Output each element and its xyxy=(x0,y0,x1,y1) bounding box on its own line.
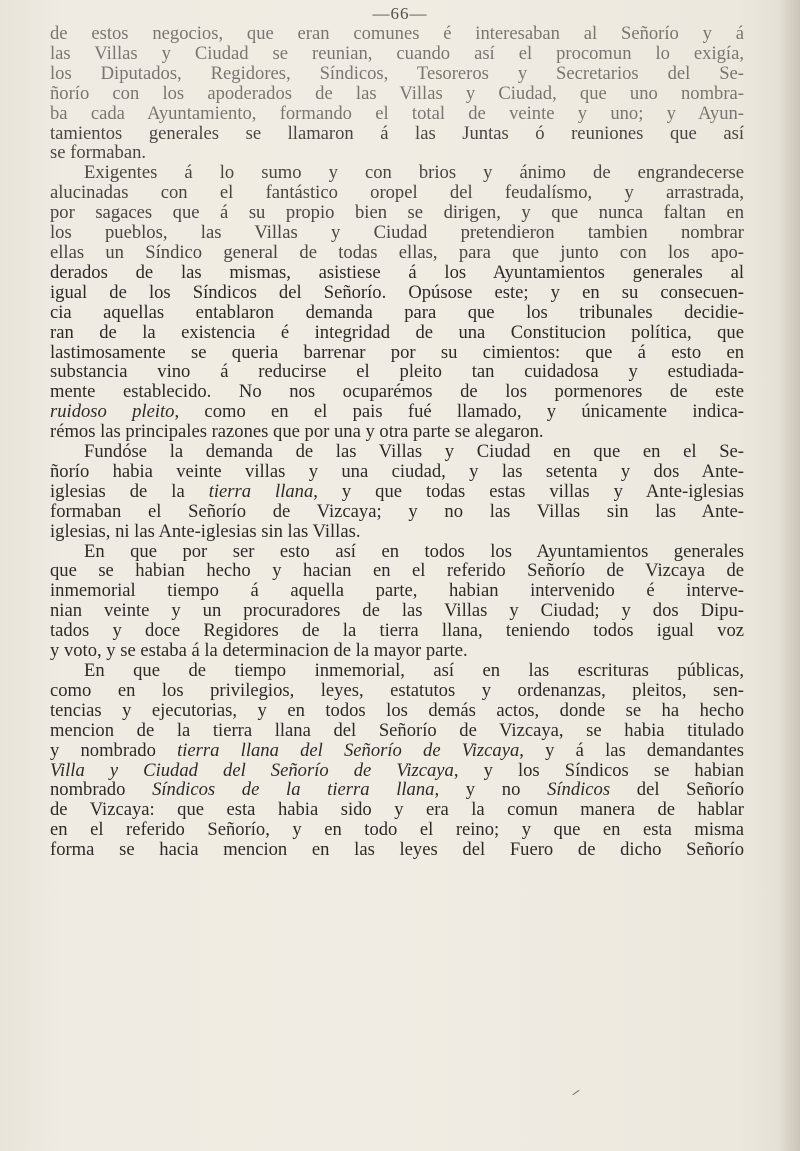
text-segment: ran de la existencia é integridad de una Constitucion política, que xyxy=(50,321,744,343)
text-segment: los pueblos, las Villas y Ciudad pretendieron tambien nombrar xyxy=(50,222,744,244)
text-line xyxy=(50,303,744,323)
text-line xyxy=(50,721,744,741)
text-segment: ellas un Síndico general de todas ellas, para que junto con los apo- xyxy=(50,241,744,263)
text-segment: iglesias, ni las Ante-iglesias sin las Villas. xyxy=(50,520,361,542)
text-line xyxy=(50,820,744,840)
text-line xyxy=(50,323,744,343)
text-segment: ba cada Ayuntamiento, formando el total de veinte y uno; y Ayun- xyxy=(50,102,744,124)
text-line xyxy=(50,143,744,163)
text-line xyxy=(50,641,744,661)
text-segment: tencias y ejecutorias, y en todos los demás actos, donde se ha hecho xyxy=(50,699,744,721)
text-segment: y nombrado xyxy=(50,739,178,761)
body-text xyxy=(50,24,744,860)
text-segment: igual de los Síndicos del Señorío. Opúsose este; y en su consecuen- xyxy=(50,281,744,303)
text-segment: Exigentes á lo sumo y con brios y ánimo de engrandecerse xyxy=(84,162,744,184)
page-edge-shadow xyxy=(778,0,800,1151)
text-segment: del Señorío xyxy=(610,779,745,801)
text-line xyxy=(50,661,744,681)
text-segment: En que de tiempo inmemorial, así en las escrituras públicas, xyxy=(84,660,744,681)
text-line xyxy=(50,462,744,482)
italic-text: Síndicos de la tierra llana xyxy=(152,779,435,801)
text-line xyxy=(50,800,744,820)
text-segment: los Diputados, Regidores, Síndicos, Tesoreros y Secretarios del Se- xyxy=(50,62,744,84)
text-segment: , y los Síndicos se habian xyxy=(453,759,744,781)
text-segment: Fundóse la demanda de las Villas y Ciudad en que en el Se- xyxy=(84,441,744,463)
text-segment: de Vizcaya: que esta habia sido y era la comun manera de hablar xyxy=(50,799,744,821)
text-segment: que se habian hecho y hacian en el referido Señorío de Vizcaya de xyxy=(50,560,744,582)
text-line xyxy=(50,203,744,223)
text-line xyxy=(50,24,744,44)
text-line xyxy=(50,84,744,104)
text-segment: como en los privilegios, leyes, estatutos y ordenanzas, pleitos, sen- xyxy=(50,679,744,701)
text-segment: en el referido Señorío, y en todo el reino; y que en esta misma xyxy=(50,819,744,841)
text-segment: las Villas y Ciudad se reunian, cuando así el procomun lo exigía, xyxy=(50,42,744,64)
text-line xyxy=(50,64,744,84)
text-segment: nombrado xyxy=(50,779,153,801)
text-segment: , y que todas estas villas y Ante-iglesias xyxy=(313,480,744,502)
text-line xyxy=(50,283,744,303)
text-line xyxy=(50,741,744,761)
text-line xyxy=(50,382,744,402)
text-segment: , como en el pais fué llamado, y únicamente indica- xyxy=(174,401,744,423)
text-line xyxy=(50,502,744,522)
text-segment: inmemorial tiempo á aquella parte, habian intervenido é interve- xyxy=(50,580,744,602)
text-line xyxy=(50,163,744,183)
text-segment: substancia vino á reducirse el pleito tan cuidadosa y estudiada- xyxy=(50,361,744,383)
text-segment: ñorío con los apoderados de las Villas y Ciudad, que uno nombra- xyxy=(50,82,744,104)
text-segment: tados y doce Regidores de la tierra llana, teniendo todos igual voz xyxy=(50,620,744,642)
text-line xyxy=(50,542,744,562)
text-line xyxy=(50,701,744,721)
text-segment: por sagaces que á su propio bien se dirigen, y que nunca faltan en xyxy=(50,202,744,224)
text-line xyxy=(50,104,744,124)
text-segment: , y no xyxy=(434,779,548,801)
text-segment: , y á las demandantes xyxy=(519,739,744,761)
text-segment: rémos las principales razones que por una y otra parte se alegaron. xyxy=(50,421,544,443)
text-line xyxy=(50,263,744,283)
text-line xyxy=(50,621,744,641)
text-segment: de estos negocios, que eran comunes é interesaban al Señorío y á xyxy=(50,23,744,44)
text-line xyxy=(50,601,744,621)
text-segment: derados de las mismas, asistiese á los Ayuntamientos generales al xyxy=(50,261,744,283)
italic-text: tierra llana del Señorío de Vizcaya xyxy=(177,739,520,761)
text-line xyxy=(50,343,744,363)
text-line xyxy=(50,780,744,800)
text-line xyxy=(50,840,744,860)
text-segment: tamientos generales se llamaron á las Juntas ó reuniones que así xyxy=(50,122,744,144)
text-segment: En que por ser esto así en todos los Ayuntamientos generales xyxy=(84,540,744,562)
text-line xyxy=(50,402,744,422)
italic-text: ruidoso pleito xyxy=(50,401,175,423)
text-line xyxy=(50,681,744,701)
text-segment: forma se hacia mencion en las leyes del Fuero de dicho Señorío xyxy=(50,839,744,861)
text-line xyxy=(50,362,744,382)
text-line xyxy=(50,561,744,581)
text-segment: mencion de la tierra llana del Señorío de Vizcaya, se habia titulado xyxy=(50,719,744,741)
text-segment: alucinadas con el fantástico oropel del feudalísmo, y arrastrada, xyxy=(50,182,744,204)
text-segment: nian veinte y un procuradores de las Villas y Ciudad; y dos Dipu- xyxy=(50,600,744,622)
text-line xyxy=(50,581,744,601)
text-line xyxy=(50,243,744,263)
text-line xyxy=(50,422,744,442)
text-segment: se formaban. xyxy=(50,142,147,164)
text-line xyxy=(50,482,744,502)
text-segment: lastimosamente se queria barrenar por su cimientos: que á esto en xyxy=(50,341,744,363)
italic-text: Villa y Ciudad del Señorío de Vizcaya xyxy=(50,759,454,781)
text-segment: iglesias de la xyxy=(50,480,209,502)
text-segment: y voto, y se estaba á la determinacion de la mayor parte. xyxy=(50,640,468,662)
text-line xyxy=(50,223,744,243)
text-segment: formaban el Señorío de Vizcaya; y no las Villas sin las Ante- xyxy=(50,500,744,522)
italic-text: tierra llana xyxy=(208,480,314,502)
text-line xyxy=(50,183,744,203)
ink-mark xyxy=(572,1090,579,1095)
text-line xyxy=(50,442,744,462)
text-segment: cia aquellas entablaron demanda para que los tribunales decidie- xyxy=(50,301,744,323)
italic-text: Síndicos xyxy=(547,779,611,801)
text-line xyxy=(50,522,744,542)
text-line xyxy=(50,44,744,64)
text-line xyxy=(50,761,744,781)
page-number-header: —66— xyxy=(372,4,428,23)
text-segment: ñorío habia veinte villas y una ciudad, y las setenta y dos Ante- xyxy=(50,460,744,482)
text-line xyxy=(50,124,744,144)
text-segment: mente establecido. No nos ocuparémos de los pormenores de este xyxy=(50,381,744,403)
